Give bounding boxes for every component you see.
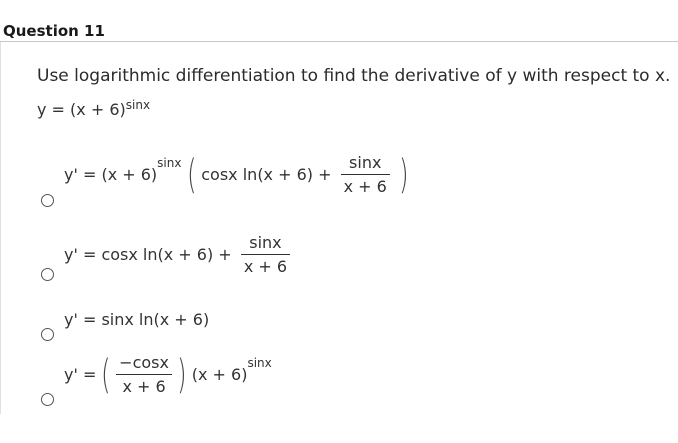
option-b-lhs: y' = cosx ln(x + 6) +: [64, 245, 232, 264]
option-b-radio[interactable]: [41, 268, 54, 281]
option-c-radio[interactable]: [41, 328, 54, 341]
option-d-frac-num: −cosx: [116, 353, 172, 375]
question-prompt: Use logarithmic differentiation to find the derivative of y with respect to x.: [37, 66, 671, 86]
option-a-radio[interactable]: [41, 194, 54, 207]
question-body-border: [0, 42, 1, 414]
left-paren: (: [186, 151, 197, 198]
option-d-exponent: sinx: [247, 356, 272, 370]
option-b[interactable]: [64, 233, 294, 276]
option-c-text: y' = sinx ln(x + 6): [64, 310, 210, 329]
option-a-lhs: y' = (x + 6): [64, 165, 158, 184]
option-d[interactable]: [64, 353, 272, 396]
question-title: Question 11: [3, 22, 105, 40]
question-header: [0, 0, 678, 42]
option-a-frac-num: sinx: [341, 153, 390, 175]
equation-lhs: y = (x + 6): [37, 100, 126, 119]
option-b-frac-num: sinx: [241, 233, 290, 255]
option-a-inner: cosx ln(x + 6) +: [201, 165, 332, 184]
option-a[interactable]: [64, 153, 409, 196]
option-b-frac-den: x + 6: [243, 257, 288, 276]
option-d-rhs: (x + 6): [191, 365, 248, 384]
option-d-lhs: y' =: [64, 365, 97, 384]
option-a-exponent: sinx: [157, 156, 182, 170]
right-paren: ): [399, 151, 409, 198]
option-c[interactable]: [64, 310, 209, 329]
option-d-frac-den: x + 6: [122, 377, 166, 396]
equation-exponent: sinx: [125, 98, 151, 112]
option-b-fraction: [241, 233, 290, 276]
option-a-frac-den: x + 6: [343, 177, 387, 196]
option-d-radio[interactable]: [41, 393, 54, 406]
option-d-fraction: [116, 353, 172, 396]
right-paren: ): [177, 351, 187, 398]
given-equation: [37, 100, 150, 119]
left-paren: (: [101, 351, 111, 398]
option-a-fraction: [341, 153, 390, 196]
